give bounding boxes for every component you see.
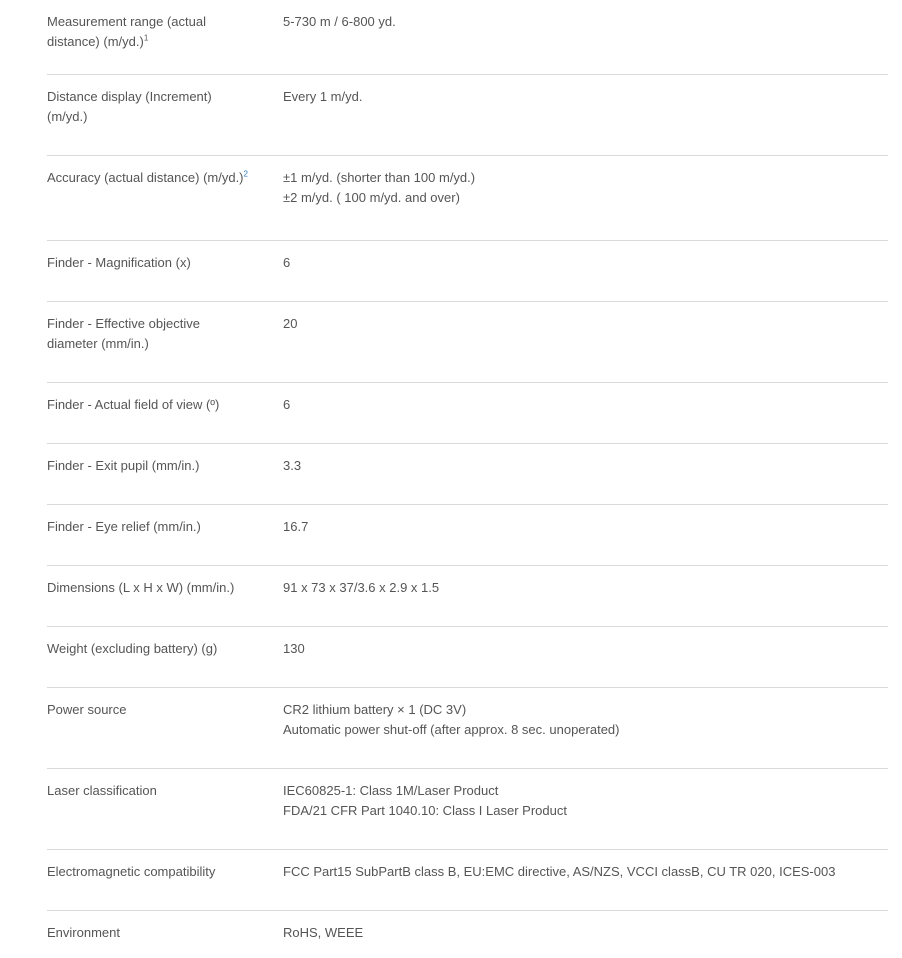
footnote-link[interactable]: 2	[243, 169, 248, 179]
spec-row-finder-exit-pupil	[47, 444, 888, 505]
spec-value: CR2 lithium battery × 1 (DC 3V) Automatic power shut-off (after approx. 8 sec. unoperated)	[283, 702, 620, 737]
spec-label: Power source	[47, 702, 127, 717]
spec-row-accuracy	[47, 156, 888, 241]
spec-label: Finder - Effective objective diameter (mm/in.)	[47, 316, 200, 351]
spec-label: Laser classification	[47, 783, 157, 798]
spec-value: 20	[283, 316, 298, 331]
spec-row-dimensions	[47, 566, 888, 627]
footnote-marker: 1	[143, 33, 149, 43]
spec-row-finder-magnification	[47, 241, 888, 302]
spec-label: Finder - Magnification (x)	[47, 255, 191, 270]
spec-row-distance-display	[47, 75, 888, 156]
spec-value: 91 x 73 x 37/3.6 x 2.9 x 1.5	[283, 580, 440, 595]
spec-table	[47, 0, 888, 958]
spec-label: Measurement range (actual distance) (m/yd.)$^1$	[47, 14, 206, 49]
spec-value: 5-730 m / 6-800 yd.	[283, 14, 396, 29]
spec-value: 6	[283, 255, 291, 270]
spec-row-finder-eye-relief	[47, 505, 888, 566]
spec-value: FCC Part15 SubPartB class B, EU:EMC directive, AS/NZS, VCCI classB, CU TR 020, ICES-003	[283, 864, 836, 879]
spec-row-power-source	[47, 688, 888, 769]
spec-label: Dimensions (L x H x W) (mm/in.)	[47, 580, 235, 595]
spec-label: Distance display (Increment) (m/yd.)	[47, 89, 212, 124]
spec-value: ±1 m/yd. (shorter than 100 m/yd.) ±2 m/yd. ( 100 m/yd. and over)	[283, 170, 476, 205]
spec-row-electromagnetic-compatibility	[47, 850, 888, 911]
spec-value: IEC60825-1: Class 1M/Laser Product FDA/21 CFR Part 1040.10: Class I Laser Product	[283, 783, 567, 818]
spec-label: Finder - Eye relief (mm/in.)	[47, 519, 201, 534]
spec-value: RoHS, WEEE	[283, 925, 364, 940]
spec-row-finder-field-of-view	[47, 383, 888, 444]
spec-value: 3.3	[283, 458, 302, 473]
spec-row-finder-objective-diameter	[47, 302, 888, 383]
spec-label: Finder - Actual field of view (º)	[47, 397, 220, 412]
spec-row-measurement-range	[47, 0, 888, 75]
spec-value: 130	[283, 641, 305, 656]
spec-label: Electromagnetic compatibility	[47, 864, 216, 879]
spec-label: Finder - Exit pupil (mm/in.)	[47, 458, 200, 473]
spec-value: Every 1 m/yd.	[283, 89, 363, 104]
spec-value: 6	[283, 397, 291, 412]
spec-label: Weight (excluding battery) (g)	[47, 641, 218, 656]
spec-label: Accuracy (actual distance) (m/yd.)$^2$	[47, 169, 248, 185]
spec-row-environment	[47, 911, 888, 958]
spec-row-weight	[47, 627, 888, 688]
spec-value: 16.7	[283, 519, 309, 534]
spec-row-laser-classification	[47, 769, 888, 850]
spec-label: Environment	[47, 925, 120, 940]
